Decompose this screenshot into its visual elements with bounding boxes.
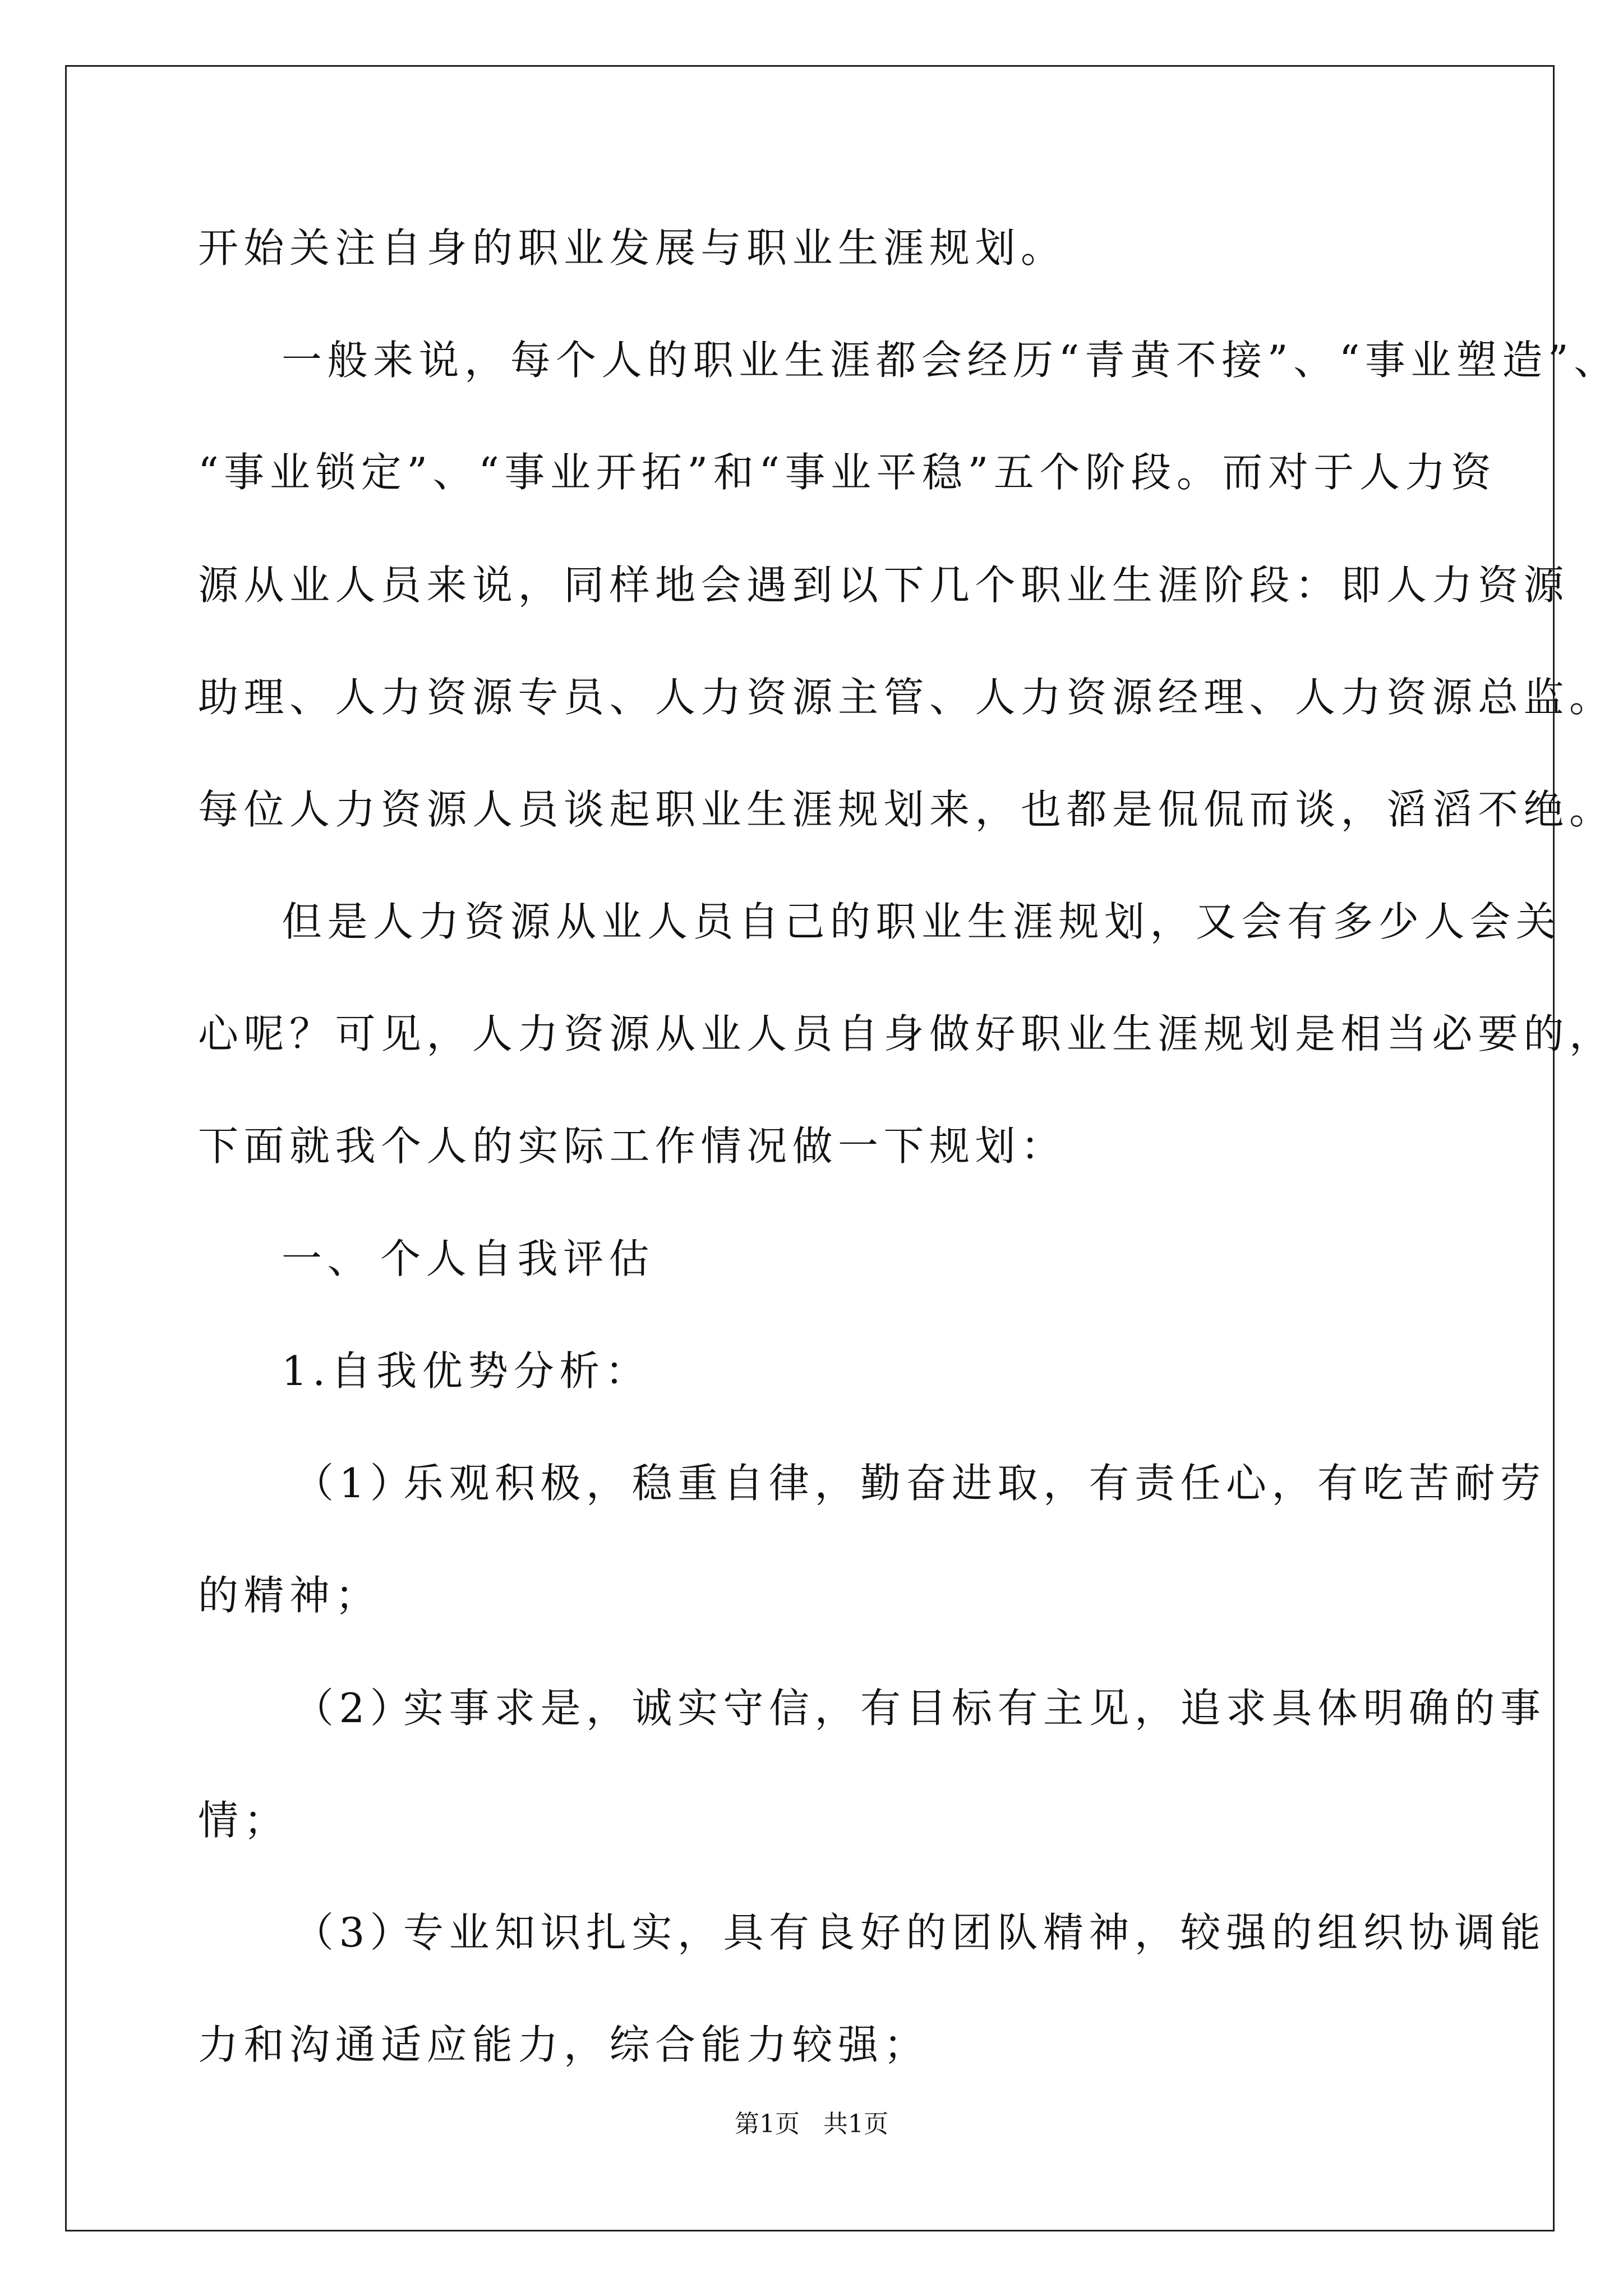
paragraph-line-1: 开始关注自身的职业发展与职业生涯规划。 [198, 224, 1067, 272]
page-footer: 第1页 共1页 [735, 2110, 888, 2138]
list-item-3-line-2: 力和沟通适应能力，综合能力较强； [198, 2021, 930, 2068]
paragraph-line-7: 但是人力资源从业人员自己的职业生涯规划，又会有多少人会关 [282, 898, 1562, 945]
list-item-2-line-1 [293, 1680, 1546, 1736]
paragraph-line-6: 每位人力资源人员谈起职业生涯规划来，也都是侃侃而谈，滔滔不绝。 [198, 786, 1615, 833]
list-item-3-line-1 [293, 1904, 1546, 1961]
list-item-1-line-1 [293, 1455, 1546, 1511]
list-item-1-number: （1） [293, 1460, 416, 1507]
paragraph-line-9: 下面就我个人的实际工作情况做一下规划： [198, 1122, 1067, 1170]
section-heading-number: 一、 [282, 1235, 374, 1282]
section-heading-text: 个人自我评估 [380, 1235, 655, 1282]
paragraph-line-3: “事业锁定”、“事业开拓”和“事业平稳”五个阶段。而对于人力资 [198, 449, 1497, 496]
list-item-2-line-2: 情； [198, 1797, 290, 1844]
list-item-1-text: 乐观积极，稳重自律，勤奋进取，有责任心，有吃苦耐劳 [403, 1460, 1546, 1507]
section-heading [282, 1231, 654, 1287]
subheading: 1.自我优势分析： [282, 1347, 651, 1395]
list-item-3-text: 专业知识扎实，具有良好的团队精神，较强的组织协调能 [403, 1909, 1546, 1956]
paragraph-line-4: 源从业人员来说，同样地会遇到以下几个职业生涯阶段：即人力资源 [198, 562, 1570, 609]
list-item-3-number: （3） [293, 1909, 416, 1956]
list-item-2-text: 实事求是，诚实守信，有目标有主见，追求具体明确的事 [403, 1685, 1546, 1732]
paragraph-line-5: 助理、人力资源专员、人力资源主管、人力资源经理、人力资源总监。 [198, 674, 1615, 721]
list-item-1-line-2: 的精神； [198, 1572, 381, 1619]
list-item-2-number: （2） [293, 1685, 416, 1732]
paragraph-line-8: 心呢？可见，人力资源从业人员自身做好职业生涯规划是相当必要的， [198, 1010, 1615, 1057]
paragraph-line-2: 一般来说，每个人的职业生涯都会经历“青黄不接”、“事业塑造”、 [282, 337, 1620, 384]
